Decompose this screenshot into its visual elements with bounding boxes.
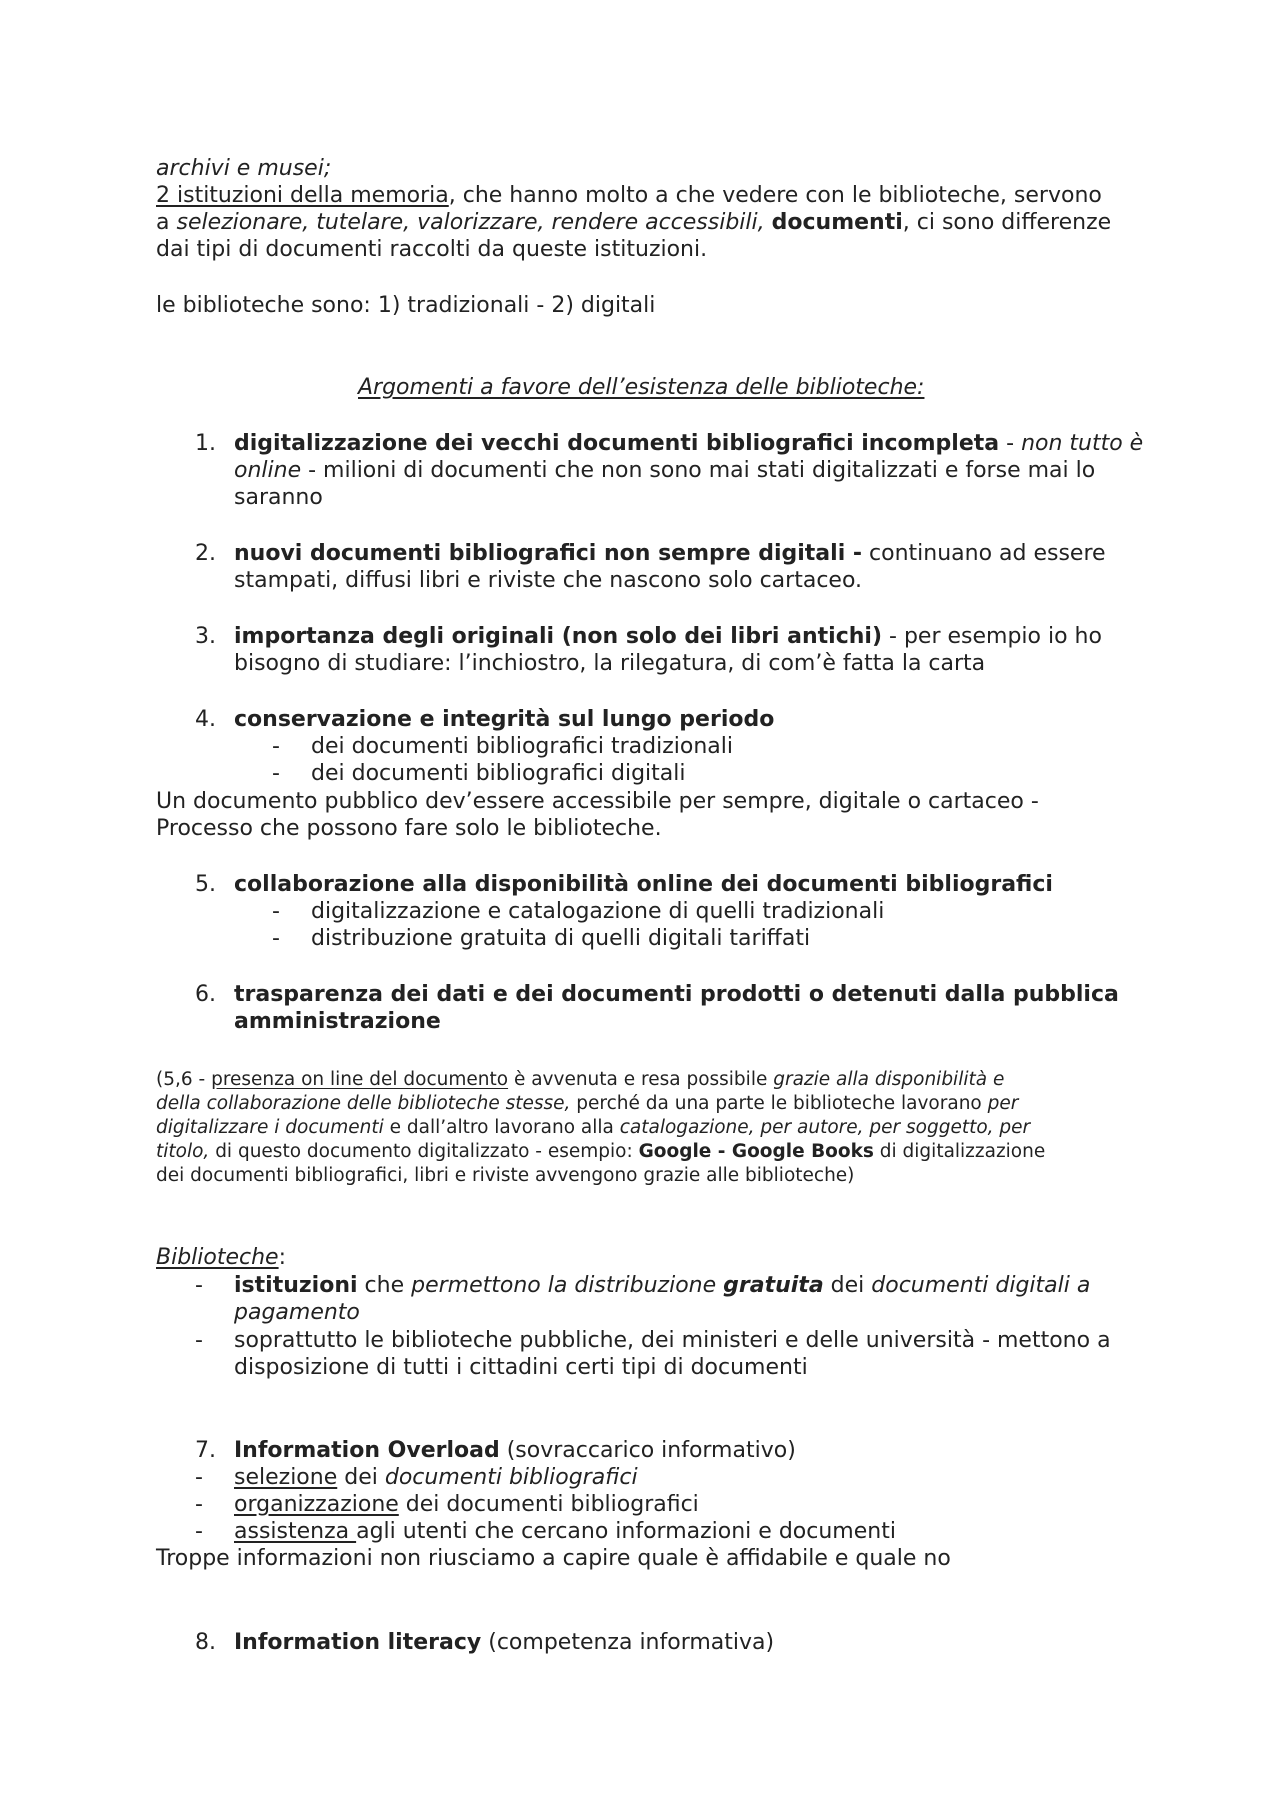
arg-1-line-1: digitalizzazione dei vecchi documenti bibliografici incompleta - non tutto è <box>234 431 1144 456</box>
note-line-5: dei documenti bibliografici, libri e riviste avvengono grazie alle biblioteche) <box>156 1165 855 1186</box>
intro-line-3: dai tipi di documenti raccolti da queste istituzioni. <box>156 237 708 262</box>
arg-5-number: 5. <box>195 872 216 897</box>
arg-4-sub-2: dei documenti bibliografici digitali <box>311 761 686 786</box>
arg-2-line-1: nuovi documenti bibliografici non sempre digitali - continuano ad essere <box>234 541 1106 566</box>
arg-4-title: conservazione e integrità sul lungo periodo <box>234 707 775 732</box>
arg-2-line-2: stampati, diffusi libri e riviste che nascono solo cartaceo. <box>234 568 863 593</box>
arg-6-line-1: trasparenza dei dati e dei documenti prodotti o detenuti dalla pubblica <box>234 982 1119 1007</box>
arg-4-sub-1: dei documenti bibliografici tradizionali <box>311 734 733 759</box>
arg-7-sub-1: selezione dei documenti bibliografici <box>234 1465 638 1490</box>
arg-6-line-2: amministrazione <box>234 1009 441 1034</box>
intro-heading: archivi e musei; <box>156 156 332 181</box>
biblio-title: Biblioteche: <box>156 1245 287 1270</box>
bullet-dash: - <box>195 1465 203 1490</box>
arg-3-line-1: importanza degli originali (non solo dei libri antichi) - per esempio io ho <box>234 624 1102 649</box>
bullet-dash: - <box>195 1328 203 1353</box>
bullet-dash: - <box>272 734 280 759</box>
note-line-1: (5,6 - presenza on line del documento è avvenuta e resa possibile grazie alla disponibilità e <box>156 1069 1005 1090</box>
arg-7-sub-3: assistenza agli utenti che cercano informazioni e documenti <box>234 1519 896 1544</box>
note-line-4: titolo, di questo documento digitalizzato - esempio: Google - Google Books di digitalizzazione <box>156 1141 1046 1162</box>
section-title: Argomenti a favore dell’esistenza delle biblioteche: <box>358 375 925 400</box>
bullet-dash: - <box>272 926 280 951</box>
bullet-dash: - <box>272 761 280 786</box>
bullet-dash: - <box>195 1492 203 1517</box>
biblio-item-1-line-1: istituzioni che permettono la distribuzione gratuita dei documenti digitali a <box>234 1273 1091 1298</box>
arg-6-number: 6. <box>195 982 216 1007</box>
arg-7-number: 7. <box>195 1438 216 1463</box>
arg-7-title: Information Overload (sovraccarico informativo) <box>234 1438 796 1463</box>
arg-2-number: 2. <box>195 541 216 566</box>
library-types: le biblioteche sono: 1) tradizionali - 2) digitali <box>156 293 656 318</box>
intro-line-2: a selezionare, tutelare, valorizzare, rendere accessibili, documenti, ci sono differenze <box>156 210 1112 235</box>
bullet-dash: - <box>195 1273 203 1298</box>
bullet-dash: - <box>195 1519 203 1544</box>
arg-4-note-2: Processo che possono fare solo le biblioteche. <box>156 816 662 841</box>
arg-8-title: Information literacy (competenza informativa) <box>234 1630 775 1655</box>
arg-1-line-3: saranno <box>234 485 323 510</box>
biblio-item-2-line-1: soprattutto le biblioteche pubbliche, dei ministeri e delle università - mettono a <box>234 1328 1111 1353</box>
biblio-item-1-line-2: pagamento <box>234 1300 360 1325</box>
bullet-dash: - <box>272 899 280 924</box>
arg-3-line-2: bisogno di studiare: l’inchiostro, la rilegatura, di com’è fatta la carta <box>234 651 986 676</box>
arg-5-sub-1: digitalizzazione e catalogazione di quelli tradizionali <box>311 899 885 924</box>
arg-4-number: 4. <box>195 707 216 732</box>
arg-3-number: 3. <box>195 624 216 649</box>
arg-1-line-2: online - milioni di documenti che non sono mai stati digitalizzati e forse mai lo <box>234 458 1096 483</box>
note-line-2: della collaborazione delle biblioteche stesse, perché da una parte le biblioteche lavorano per <box>156 1093 1019 1114</box>
arg-5-sub-2: distribuzione gratuita di quelli digitali tariffati <box>311 926 811 951</box>
note-line-3: digitalizzare i documenti e dall’altro lavorano alla catalogazione, per autore, per soggetto, per <box>156 1117 1031 1138</box>
biblio-item-2-line-2: disposizione di tutti i cittadini certi tipi di documenti <box>234 1355 808 1380</box>
arg-7-note: Troppe informazioni non riusciamo a capire quale è affidabile e quale no <box>156 1546 951 1571</box>
memory-institutions-text: 2 istituzioni della memoria <box>156 183 449 208</box>
arg-4-note-1: Un documento pubblico dev’essere accessibile per sempre, digitale o cartaceo - <box>156 789 1039 814</box>
arg-7-sub-2: organizzazione dei documenti bibliografici <box>234 1492 699 1517</box>
arg-5-title: collaborazione alla disponibilità online dei documenti bibliografici <box>234 872 1053 897</box>
arg-1-number: 1. <box>195 431 216 456</box>
arg-8-number: 8. <box>195 1630 216 1655</box>
intro-line-1: 2 istituzioni della memoria, che hanno molto a che vedere con le biblioteche, servono <box>156 183 1102 208</box>
